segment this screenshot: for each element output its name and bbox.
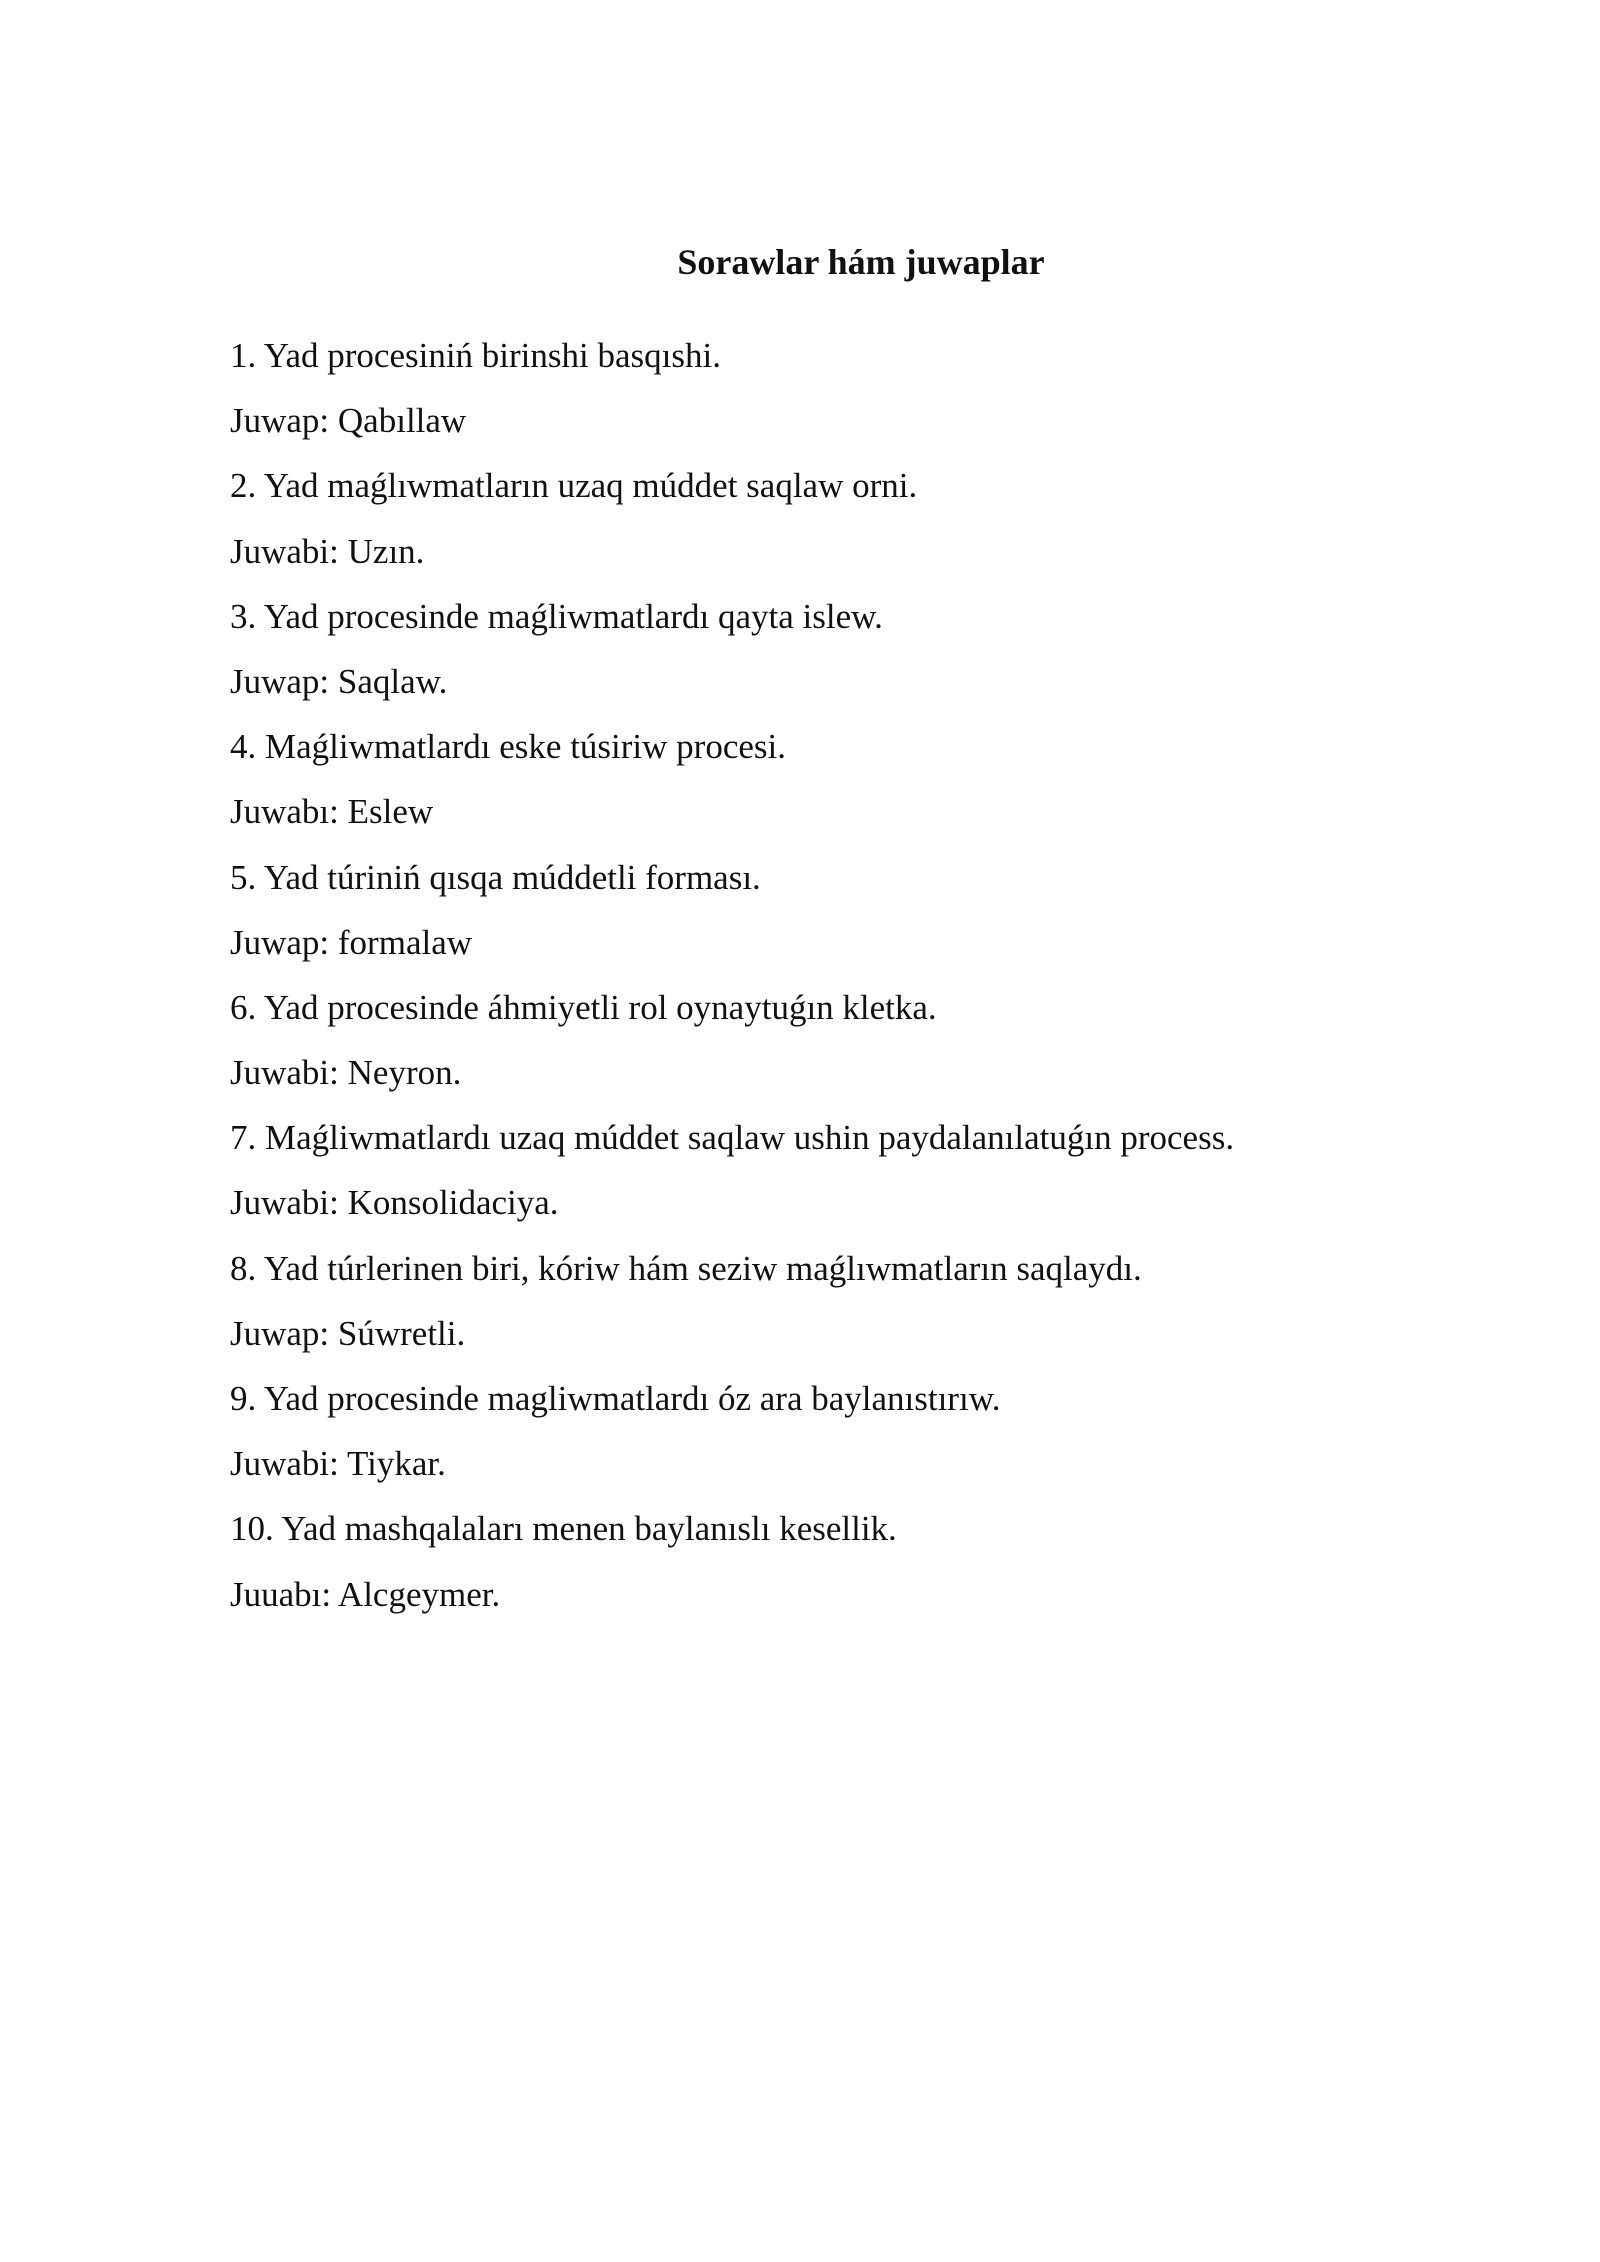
- question-line: 4. Maǵliwmatlardı eske túsiriw procesi.: [230, 727, 786, 767]
- answer-line: Juwabi: Neyron.: [230, 1053, 462, 1093]
- question-line: 10. Yad mashqalaları menen baylanıslı kesellik.: [230, 1509, 897, 1549]
- answer-line: Juwabi: Konsolidaciya.: [230, 1183, 559, 1223]
- answer-line: Juwap: formalaw: [230, 922, 473, 962]
- page-title: Sorawlar hám juwaplar: [677, 242, 1045, 282]
- question-line: 5. Yad túriniń qısqa múddetli forması.: [230, 857, 761, 897]
- answer-line: Juuabı: Alcgeymer.: [230, 1574, 501, 1614]
- question-line: 1. Yad procesiniń birinshi basqıshi.: [230, 336, 721, 375]
- answer-line: Juwabı: Eslew: [230, 792, 434, 832]
- answer-line: Juwap: Qabıllaw: [230, 401, 467, 441]
- qa-list: [230, 323, 1430, 1627]
- question-line: 7. Maǵliwmatlardı uzaq múddet saqlaw ushin paydalanılatuǵın process.: [230, 1118, 1235, 1158]
- question-line: 8. Yad túrlerinen biri, kóriw hám seziw maǵlıwmatların saqlaydı.: [230, 1248, 1142, 1288]
- question-line: 2. Yad maǵlıwmatların uzaq múddet saqlaw orni.: [230, 466, 918, 506]
- question-line: 9. Yad procesinde magliwmatlardı óz ara baylanıstırıw.: [230, 1379, 1001, 1418]
- answer-line: Juwap: Súwretli.: [230, 1313, 466, 1353]
- answer-line: Juwabi: Tiykar.: [230, 1444, 446, 1484]
- question-line: 6. Yad procesinde áhmiyetli rol oynaytuǵın kletka.: [230, 987, 937, 1027]
- answer-line: Juwap: Saqlaw.: [230, 661, 448, 701]
- question-line: 3. Yad procesinde maǵliwmatlardı qayta islew.: [230, 596, 883, 636]
- answer-line: Juwabi: Uzın.: [230, 531, 425, 571]
